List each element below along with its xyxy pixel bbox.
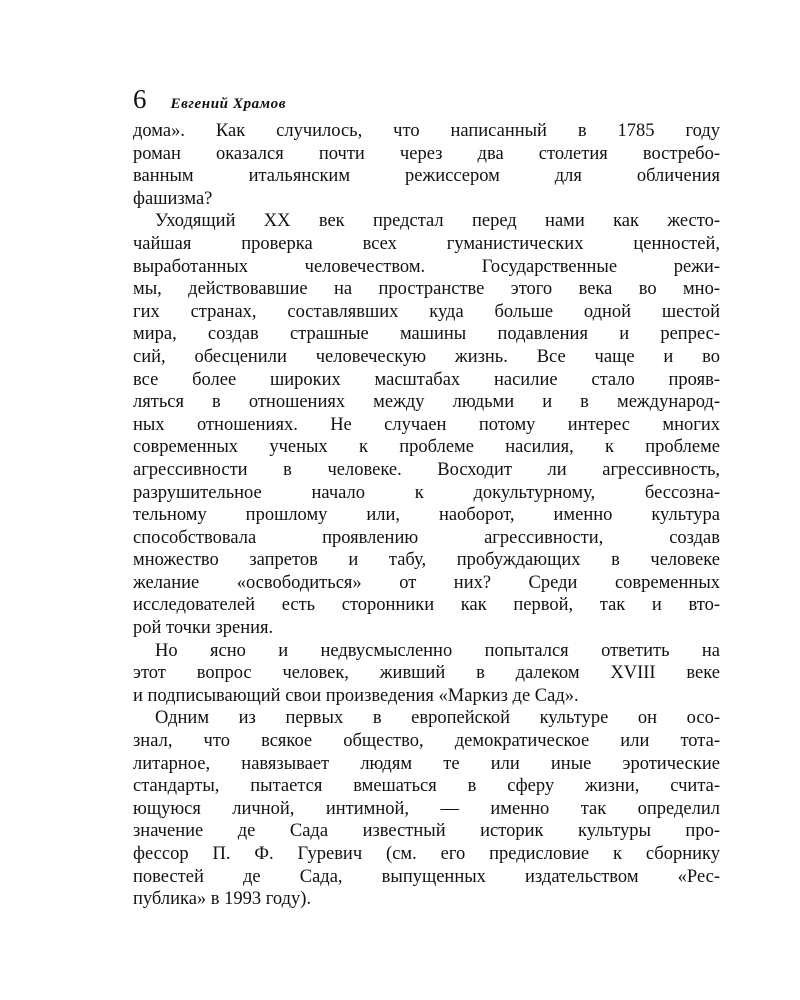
text-line: публика» в 1993 году). [133, 889, 312, 910]
text-line: Одним из первых в европейской культуре он осо- [155, 708, 720, 729]
text-line: гих странах, составлявших куда больше одной шестой [133, 301, 720, 322]
paragraph [133, 120, 720, 210]
text-line: Уходящий XX век предстал перед нами как жесто- [155, 211, 720, 232]
text-line: тельному прошлому или, наоборот, именно культура [133, 505, 720, 526]
text-line: множество запретов и табу, пробуждающих в человеке [133, 550, 720, 571]
page-header [133, 84, 286, 114]
text-line: ванным итальянским режиссером для обличения [133, 166, 720, 187]
text-line: ных отношениях. Не случаен потому интерес многих [133, 414, 720, 435]
text-line: дома». Как случилось, что написанный в 1785 году [133, 121, 720, 141]
text-line: агрессивности в человеке. Восходит ли агрессивность, [133, 459, 720, 480]
text-line: и подписывающий свои произведения «Маркиз де Сад». [133, 685, 579, 706]
text-line: знал, что всякое общество, демократическое или тота- [133, 731, 720, 752]
text-line: желание «освободиться» от них? Среди современных [133, 572, 720, 593]
text-line: чайшая проверка всех гуманистических ценностей, [133, 233, 720, 254]
text-line: мира, создав страшные машины подавления и репрес- [133, 324, 720, 345]
paragraph [133, 640, 720, 708]
text-line: мы, действовавшие на пространстве этого века во мно- [133, 279, 720, 300]
text-line: все более широких масштабах насилие стало прояв- [133, 369, 720, 390]
text-line: Но ясно и недвусмысленно попытался ответить на [155, 640, 720, 661]
text-line: повестей де Сада, выпущенных издательством «Рес- [133, 866, 720, 887]
paragraph [133, 210, 720, 639]
running-head-author: Евгений Храмов [170, 96, 287, 112]
text-line: литарное, навязывает людям те или иные эротические [133, 753, 720, 774]
text-line: фессор П. Ф. Гуревич (см. его предисловие к сборнику [133, 844, 720, 864]
paragraph [133, 707, 720, 910]
text-line: ющуюся личной, интимной, — именно так определил [133, 798, 720, 819]
text-line: ляться в отношениях между людьми и в международ- [133, 392, 720, 413]
text-line: фашизма? [133, 188, 213, 209]
text-line: стандарты, пытается вмешаться в сферу жизни, счита- [133, 776, 720, 797]
text-line: современных ученых к проблеме насилия, к проблеме [133, 437, 720, 458]
body-text [133, 120, 720, 911]
text-line: рой точки зрения. [133, 618, 274, 639]
text-line: разрушительное начало к докультурному, бессозна- [133, 482, 720, 503]
text-line: способствовала проявлению агрессивности, создав [133, 527, 720, 548]
text-line: значение де Сада известный историк культуры про- [133, 821, 720, 842]
text-line: сий, обесценили человеческую жизнь. Все чаще и во [133, 346, 720, 367]
text-line: этот вопрос человек, живший в далеком XVIII веке [133, 663, 720, 684]
text-line: роман оказался почти через два столетия востребо- [133, 143, 720, 164]
page-number: 6 [133, 84, 147, 114]
text-line: выработанных человечеством. Государственные режи- [133, 256, 720, 277]
text-line: исследователей есть сторонники как первой, так и вто- [133, 595, 720, 616]
